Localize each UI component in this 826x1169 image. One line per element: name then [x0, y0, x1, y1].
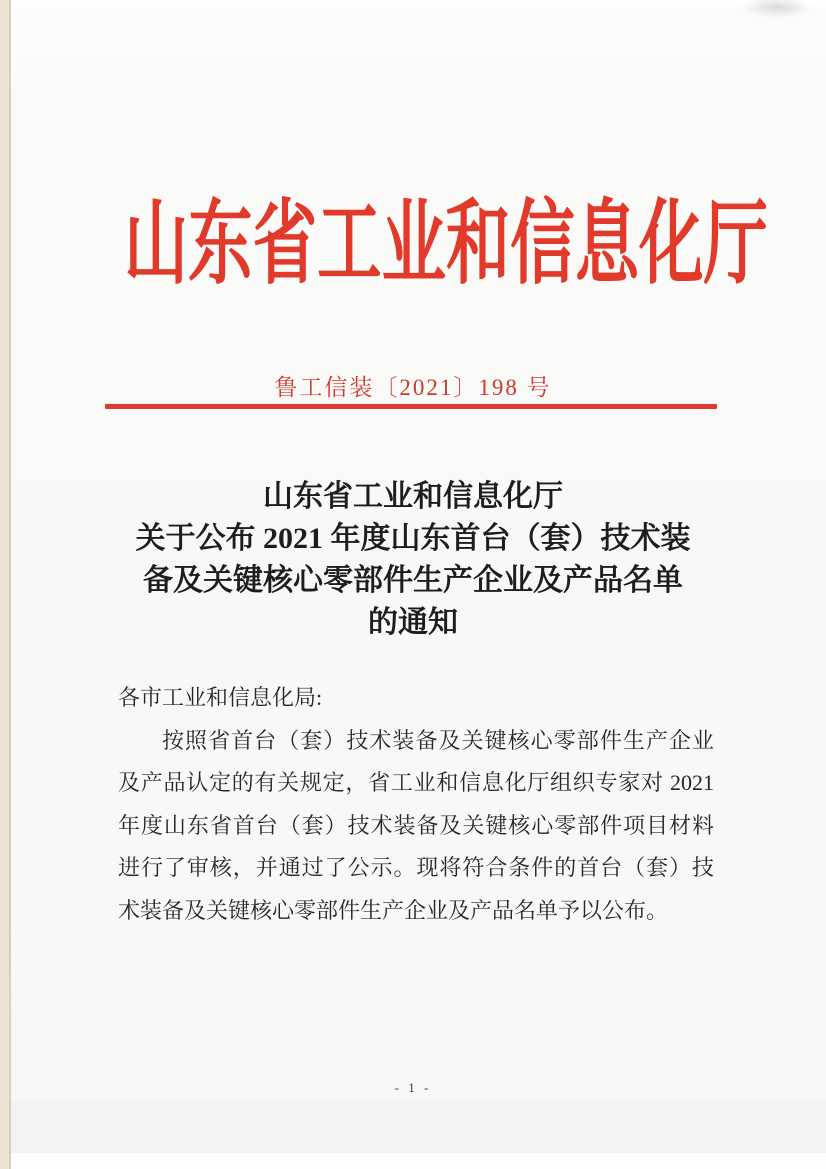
document-title-line: 备及关键核心零部件生产企业及产品名单: [143, 564, 683, 597]
salutation: 各市工业和信息化局:: [118, 685, 323, 710]
body-paragraph-line: 术装备及关键核心零部件生产企业及产品名单予以公布。: [118, 897, 669, 923]
body-paragraph-line: 及产品认定的有关规定，省工业和信息化厅组织专家对 2021: [118, 770, 714, 795]
body-paragraph-line: 进行了审核，并通过了公示。现将符合条件的首台（套）技: [118, 855, 714, 880]
document-number: 鲁工信装〔2021〕198 号: [274, 375, 552, 400]
document-title: [63, 476, 763, 644]
scan-edge-top: [0, 0, 826, 7]
document-title-line: 关于公布 2021 年度山东首台（套）技术装: [135, 522, 691, 555]
scan-edge-left: [0, 0, 11, 1169]
red-divider-line: [105, 404, 717, 409]
body-paragraph-line: 年度山东省首台（套）技术装备及关键核心零部件项目材料: [118, 812, 714, 838]
scan-smudge: [742, 0, 812, 18]
page-number: - 1 -: [394, 1080, 432, 1095]
agency-letterhead: 山东省工业和信息化厅: [123, 193, 768, 295]
body-paragraph-line: 按照省首台（套）技术装备及关键核心零部件生产企业: [162, 727, 714, 753]
scan-band-bottom: [9, 1101, 826, 1153]
document-title-line: 山东省工业和信息化厅: [263, 480, 563, 513]
document-title-line: 的通知: [368, 606, 458, 639]
document-body: [118, 677, 714, 932]
scan-strip-bottom: [9, 1153, 826, 1169]
